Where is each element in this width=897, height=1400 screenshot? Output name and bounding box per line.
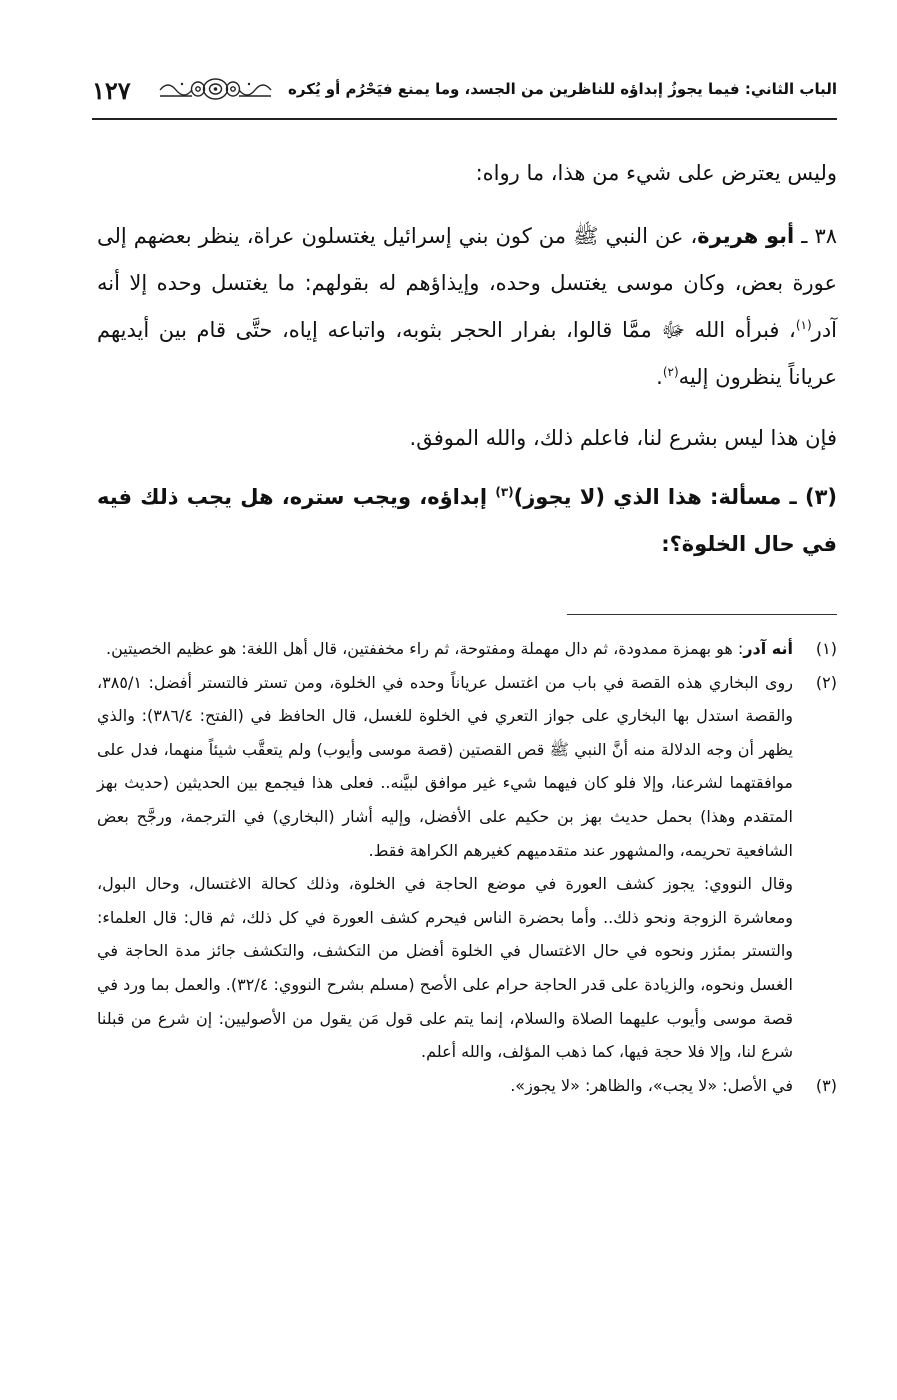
footnote-1 <box>97 632 837 666</box>
footnote-ref-3[interactable]: (٣) <box>495 485 514 499</box>
main-text <box>97 150 837 568</box>
header-divider <box>92 118 837 120</box>
hadith-narrator: أبو هريرة <box>697 224 795 248</box>
footnote-text: في الأصل: «لا يجب»، والظاهر: «لا يجوز». <box>510 1075 793 1095</box>
footnote-2 <box>97 666 837 868</box>
footnote-3 <box>97 1069 837 1103</box>
running-header <box>92 72 837 116</box>
footnote-2-continuation: وقال النووي: يجوز كشف العورة في موضع الحاجة في الخلوة، وذلك كحالة الاغتسال، وحال البول، ومعاشرة الزوجة ونحو ذلك.. وأما بحضرة الناس فيحرم كشف العورة في كل ذلك، ثم قال: قال العلماء: والتستر بمئزر ونحوه في حال الاغتسال في الخلوة أفضل من التكشف، والتكشف جائز مدة الحاجة في الغسل ونحوه، والزيادة على قدر الحاجة حرام على الأصح (مسلم بشرح النووي: ٣٢/٤). والعمل بما ورد في قصة موسى وأيوب عليهما الصلاة والسلام، إنما يتم على قول مَن يقول من الأصوليين: إن شرع من قبلنا شرع لنا، وإلا فلا حجة فيها، كما ذهب المؤلف، والله أعلم. <box>97 874 794 1062</box>
decorative-ornament-icon <box>158 74 273 104</box>
footnote-divider <box>567 614 837 615</box>
footnote-number: (٢) <box>815 672 837 692</box>
conclusion-paragraph: فإن هذا ليس بشرع لنا، فاعلم ذلك، والله الموفق. <box>409 426 837 450</box>
hadith-paragraph <box>97 213 837 401</box>
footnote-ref-1[interactable]: (١) <box>795 318 812 332</box>
hadith-number: ٣٨ ـ <box>801 224 838 248</box>
footnote-number: (٣) <box>815 1075 837 1095</box>
chapter-title: الباب الثاني: فيما يجوزُ إبداؤه للناظرين من الجسد، وما يمنع فيَحْرُم أو يُكره <box>288 80 837 98</box>
intro-paragraph: وليس يعترض على شيء من هذا، ما رواه: <box>475 161 837 185</box>
issue-text-part-2: إبداؤه، ويجب ستره، هل يجب ذلك فيه في حال الخلوة؟: <box>97 485 837 556</box>
issue-text-part-1: (٣) ـ مسألة: هذا الذي (لا يجوز) <box>513 485 838 509</box>
footnote-text: روى البخاري هذه القصة في باب من اغتسل عرياناً وحده في الخلوة، ومن تستر فالتستر أفضل: ٣٨٥/١، والقصة استدل بها البخاري على جواز التعري في الخلوة للغسل، قال الحافظ في (الفتح: ٣٨٦/٤): والذي يظهر أن وجه الدلالة منه أنَّ النبي ﷺ قص القصتين (قصة موسى وأيوب) ولم يتعقَّب شيئاً منهما، فدل على موافقتهما لشرعنا، وإلا فلو كان فيهما شيء غير موافق لبيَّنه.. فعلى هذا فيجمع بين الحديثين (حديث بهز المتقدم وهذا) بحمل حديث بهز بن حكيم على الأفضل، وإليه أشار (البخاري) في الترجمة، ورجَّح بعض الشافعية تحريمه، والمشهور عند متقدميهم كغيرهم الكراهة فقط. <box>97 672 794 860</box>
issue-heading <box>97 474 837 568</box>
hadith-text-part-1: ، عن النبي ﷺ من كون بني إسرائيل يغتسلون عراة، ينظر بعضهم إلى عورة بعض، وكان موسى يغتسل وحده، وإيذاؤهم له بقولهم: ما يغتسل وحده إلا أنه آدر <box>97 224 837 342</box>
footnote-number: (١) <box>815 639 837 658</box>
hadith-text-part-2: ، فبرأه الله ﷻ ممَّا قالوا، بفرار الحجر بثوبه، واتباعه إياه، حتَّى قام بين أيديهم عرياناً ينظرون إليه <box>97 318 837 389</box>
footnote-term: أنه آدر <box>743 639 793 658</box>
footnotes-section <box>97 632 837 1102</box>
hadith-text-part-3: . <box>656 365 663 389</box>
footnote-text: : هو بهمزة ممدودة، ثم دال مهملة ومفتوحة، ثم راء مخففتين، قال أهل اللغة: هو عظيم الخصيتين. <box>106 639 744 658</box>
footnote-ref-2[interactable]: (٢) <box>662 365 679 379</box>
page-number: ١٢٧ <box>92 76 131 105</box>
